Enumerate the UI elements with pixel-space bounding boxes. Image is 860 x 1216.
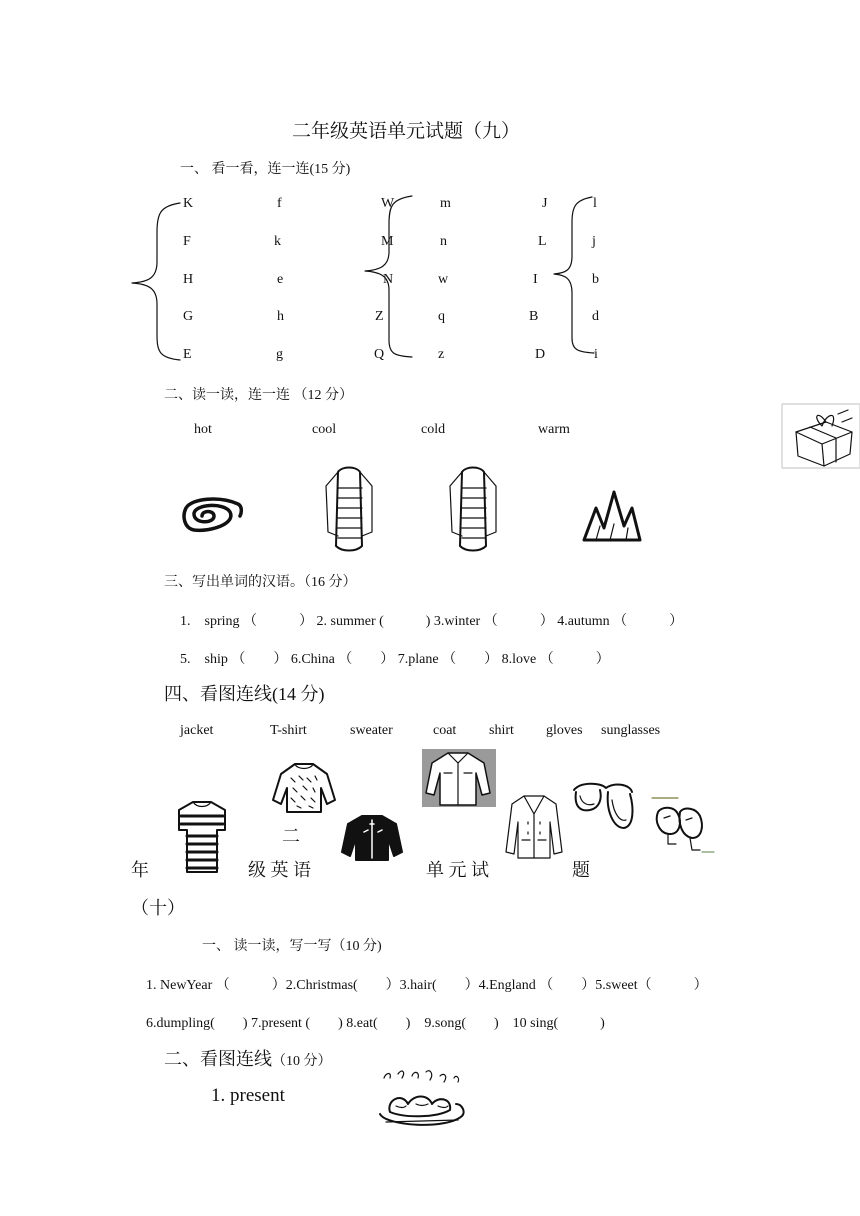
title2-char: 题 [572,860,590,880]
letter-item: n [440,234,447,249]
letter-item: h [277,309,284,324]
title2-char: 年 [131,860,149,880]
word-jacket: jacket [180,723,214,738]
word-sweater: sweater [350,723,393,738]
coat-icon [504,792,564,862]
jacket-icon [322,466,378,552]
dumplings-icon [376,1068,468,1132]
page-title: 二年级英语单元试题（九） [292,121,521,142]
word-cold: cold [421,422,446,437]
section2-heading: 二、读一读，连一连 （12 分） [164,388,353,403]
letter-item: F [183,234,191,249]
letter-item: i [594,347,598,362]
word-coat: coat [433,723,457,738]
section4-heading: 四、看图连线(14 分) [164,684,325,704]
word-shirt: shirt [489,723,514,738]
section1-heading: 一、 看一看，连一连(15 分) [180,162,351,177]
section3-heading: 三、写出单词的汉语。（16 分） [164,575,357,590]
letter-item: g [276,347,283,362]
section3-line2: 5. ship （ ） 6.China （ ） 7.plane （ ） 8.love （ ） [180,652,610,667]
letter-item: L [538,234,547,249]
part2-section2-heading [164,1045,332,1071]
letter-item: f [277,196,282,211]
title2-char: （十） [131,898,185,918]
letter-item: q [438,309,445,324]
jacket-icon [446,466,502,552]
letter-item: l [593,196,597,211]
sweater-icon [271,760,337,816]
word-tshirt: T-shirt [270,723,307,738]
part2-section1-line2: 6.dumpling( ) 7.present ( ) 8.eat( ) 9.song( ) 10 sing( ) [146,1016,605,1031]
flame-icon [582,488,642,544]
letter-item: I [533,272,538,287]
word-warm: warm [538,422,570,437]
letter-item: E [183,347,192,362]
letter-item: w [438,272,449,287]
part2-section1-line1: 1. NewYear （ ）2.Christmas( ）3.hair( ）4.England （ ）5.sweet（ ） [146,978,708,993]
title2-char: 二 [282,826,300,846]
word-hot: hot [194,422,212,437]
letter-item: K [183,196,194,211]
sunglasses-icon [570,778,636,834]
letter-item: B [529,309,539,324]
braces [0,0,860,400]
part2-section1-heading: 一、 读一读，写一写（10 分) [202,939,382,954]
letter-item: b [592,272,599,287]
letter-item: j [592,234,596,249]
gloves-icon [648,794,718,856]
item-present: 1. present [211,1085,285,1106]
letter-item: N [383,272,394,287]
part2-section2-points: （10 分） [272,1054,332,1069]
jacket-icon [340,812,404,864]
title2-char: 级 英 语 [248,860,311,880]
letter-item: z [438,347,445,362]
part2-section2-title: 二、看图连线 [164,1049,272,1069]
word-cool: cool [312,422,337,437]
word-gloves: gloves [546,723,583,738]
letter-item: M [381,234,394,249]
shirt-icon [422,749,496,807]
section3-line1: 1. spring （ ） 2. summer ( ) 3.winter （ ） 4.autumn （ ） [180,614,684,629]
letter-item: e [277,272,284,287]
letter-item: k [274,234,281,249]
letter-item: J [542,196,548,211]
letter-item: D [535,347,546,362]
letter-item: H [183,272,194,287]
spiral-icon [180,496,244,536]
title2-char: 单 元 试 [426,860,489,880]
letter-item: W [381,196,395,211]
gift-icon [782,404,860,468]
letter-item: G [183,309,194,324]
tshirt-icon [175,800,229,876]
letter-item: m [440,196,451,211]
letter-item: Z [375,309,384,324]
letter-item: Q [374,347,385,362]
word-sunglasses: sunglasses [601,723,661,738]
letter-item: d [592,309,599,324]
